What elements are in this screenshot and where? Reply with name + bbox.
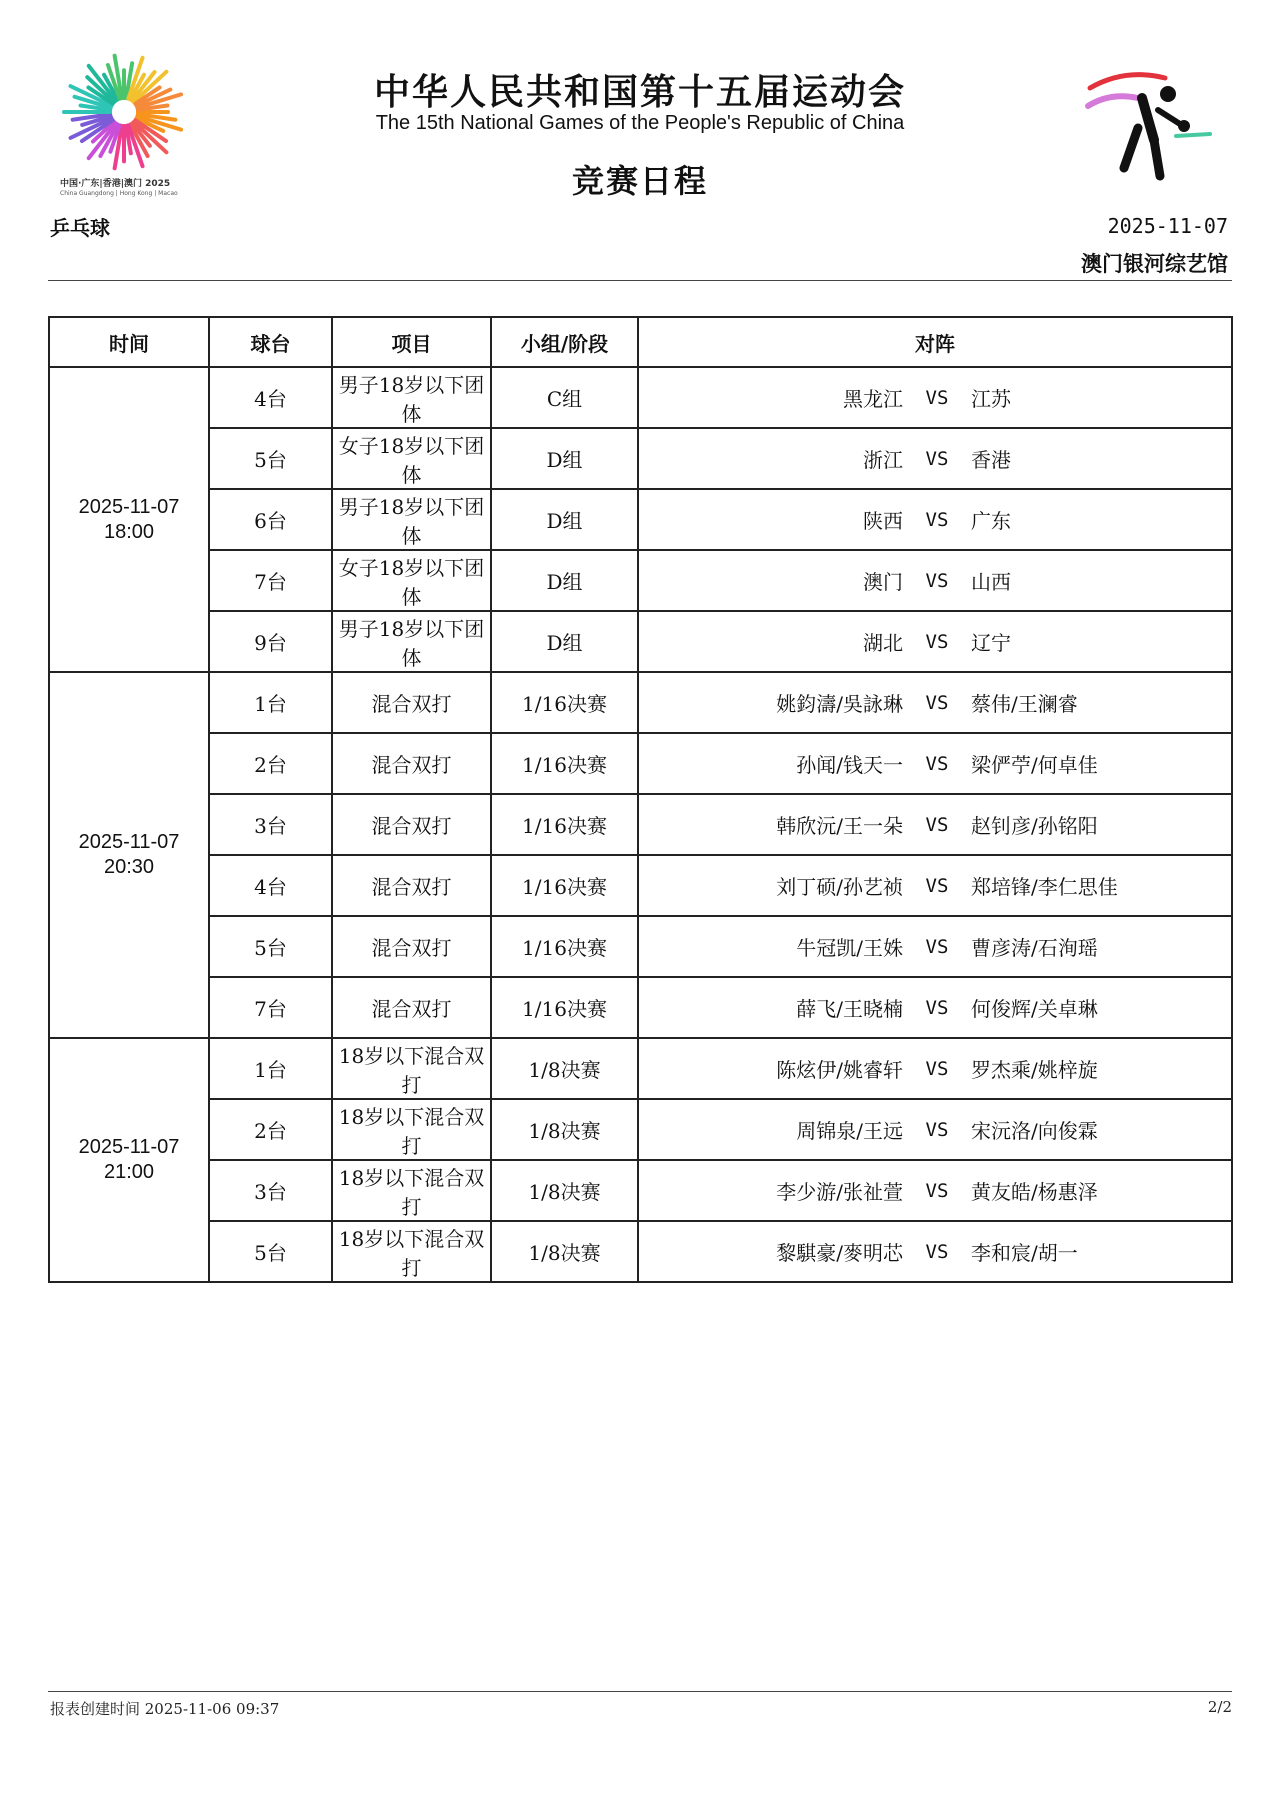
table-number-cell: 5台 <box>209 428 332 489</box>
side-b: 江苏 <box>971 387 1011 411</box>
matchup <box>639 627 1231 656</box>
side-b: 黄友皓/杨惠泽 <box>971 1180 1098 1204</box>
matchup-cell <box>638 794 1232 855</box>
table-tennis-pictogram-icon <box>1080 64 1220 194</box>
column-header-stage: 小组/阶段 <box>491 317 638 367</box>
vs-label: VS <box>925 630 949 653</box>
session-time: 21:00 <box>103 1161 155 1183</box>
session-time: 18:00 <box>103 520 155 543</box>
event-cell: 18岁以下混合双打 <box>332 1038 491 1099</box>
side-a: 澳门 <box>863 570 903 594</box>
table-number-cell: 5台 <box>209 1221 332 1282</box>
session-time: 20:30 <box>103 856 155 878</box>
stage-cell: 1/8决赛 <box>491 1221 638 1282</box>
event-cell: 18岁以下混合双打 <box>332 1221 491 1282</box>
table-number-cell: 3台 <box>209 1160 332 1221</box>
table-row <box>49 1038 1232 1099</box>
side-b: 蔡伟/王澜睿 <box>971 692 1078 716</box>
table-number-cell: 6台 <box>209 489 332 550</box>
table-row <box>49 367 1232 428</box>
matchup-cell <box>638 1099 1232 1160</box>
matchup-cell <box>638 1160 1232 1221</box>
side-b: 罗杰乘/姚梓旋 <box>971 1058 1098 1082</box>
matchup-cell <box>638 550 1232 611</box>
table-number-cell: 7台 <box>209 977 332 1038</box>
stage-cell: D组 <box>491 489 638 550</box>
table-row <box>49 733 1232 794</box>
page-number: 2/2 <box>1207 1698 1232 1716</box>
stage-cell: 1/16决赛 <box>491 977 638 1038</box>
side-a: 韩欣沅/王一朵 <box>776 814 903 838</box>
stage-cell: 1/16决赛 <box>491 855 638 916</box>
side-a: 周锦泉/王远 <box>796 1119 903 1143</box>
table-row <box>49 1160 1232 1221</box>
vs-label: VS <box>925 935 949 958</box>
event-cell: 混合双打 <box>332 916 491 977</box>
side-b: 曹彦涛/石洵瑶 <box>971 936 1098 960</box>
matchup-cell <box>638 428 1232 489</box>
matchup <box>639 810 1231 839</box>
matchup <box>639 1237 1231 1266</box>
table-row <box>49 550 1232 611</box>
venue-name: 澳门银河综艺馆 <box>1081 252 1228 276</box>
side-b: 宋沅洛/向俊霖 <box>971 1119 1098 1143</box>
table-number-cell: 7台 <box>209 550 332 611</box>
schedule-table <box>48 316 1233 1283</box>
side-b: 郑培锋/李仁思佳 <box>971 875 1118 899</box>
table-number-cell: 1台 <box>209 1038 332 1099</box>
matchup <box>639 749 1231 778</box>
stage-cell: C组 <box>491 367 638 428</box>
vs-label: VS <box>925 996 949 1019</box>
vs-label: VS <box>925 1118 949 1141</box>
table-number-cell: 4台 <box>209 855 332 916</box>
matchup-cell <box>638 1221 1232 1282</box>
stage-cell: 1/16决赛 <box>491 733 638 794</box>
matchup <box>639 444 1231 473</box>
page-title-english: The 15th National Games of the People's Republic of China <box>375 112 905 134</box>
matchup-cell <box>638 1038 1232 1099</box>
stage-cell: 1/16决赛 <box>491 916 638 977</box>
stage-cell: D组 <box>491 550 638 611</box>
side-a: 陈炫伊/姚睿轩 <box>776 1058 903 1082</box>
side-b: 李和宸/胡一 <box>971 1241 1078 1265</box>
schedule-body <box>49 367 1232 1282</box>
side-a: 刘丁硕/孙艺祯 <box>776 875 903 899</box>
event-cell: 混合双打 <box>332 977 491 1038</box>
matchup <box>639 505 1231 534</box>
table-row <box>49 489 1232 550</box>
session-time-cell <box>49 367 209 672</box>
vs-label: VS <box>925 447 949 470</box>
session-date: 2025-11-07 <box>78 1136 180 1158</box>
event-cell: 男子18岁以下团体 <box>332 611 491 672</box>
footer-divider <box>48 1691 1232 1692</box>
table-header-row <box>49 317 1232 367</box>
table-row <box>49 855 1232 916</box>
matchup-cell <box>638 489 1232 550</box>
table-row <box>49 611 1232 672</box>
vs-label: VS <box>925 691 949 714</box>
session-date: 2025-11-07 <box>78 495 180 518</box>
column-header-matchup: 对阵 <box>638 317 1232 367</box>
document-subtitle: 竞赛日程 <box>571 162 708 200</box>
matchup-cell <box>638 367 1232 428</box>
side-b: 山西 <box>971 570 1011 594</box>
event-cell: 混合双打 <box>332 733 491 794</box>
event-cell: 混合双打 <box>332 794 491 855</box>
stage-cell: 1/16决赛 <box>491 672 638 733</box>
event-cell: 男子18岁以下团体 <box>332 489 491 550</box>
matchup-cell <box>638 855 1232 916</box>
vs-label: VS <box>925 874 949 897</box>
side-b: 香港 <box>971 448 1011 472</box>
table-row <box>49 428 1232 489</box>
side-a: 姚鈞濤/吳詠琳 <box>776 692 903 716</box>
sport-name: 乒乓球 <box>50 216 110 240</box>
vs-label: VS <box>925 569 949 592</box>
stage-cell: D组 <box>491 611 638 672</box>
matchup-cell <box>638 733 1232 794</box>
session-time-cell <box>49 1038 209 1282</box>
matchup <box>639 566 1231 595</box>
session-date: 2025-11-07 <box>78 831 180 853</box>
table-number-cell: 1台 <box>209 672 332 733</box>
table-number-cell: 4台 <box>209 367 332 428</box>
vs-label: VS <box>925 1057 949 1080</box>
side-a: 薛飞/王晓楠 <box>796 997 903 1021</box>
vs-label: VS <box>925 508 949 531</box>
side-a: 李少游/张祉萱 <box>776 1180 903 1204</box>
side-a: 湖北 <box>863 631 903 655</box>
column-header-table: 球台 <box>209 317 332 367</box>
matchup <box>639 1115 1231 1144</box>
event-cell: 混合双打 <box>332 672 491 733</box>
vs-label: VS <box>925 386 949 409</box>
side-a: 牛冠凯/王姝 <box>796 936 903 960</box>
header-divider <box>48 280 1232 281</box>
table-tennis-pictogram <box>1080 64 1220 194</box>
table-row <box>49 1099 1232 1160</box>
vs-label: VS <box>925 813 949 836</box>
event-cell: 混合双打 <box>332 855 491 916</box>
side-b: 辽宁 <box>971 631 1011 655</box>
stage-cell: 1/8决赛 <box>491 1160 638 1221</box>
table-row <box>49 977 1232 1038</box>
table-number-cell: 2台 <box>209 733 332 794</box>
side-b: 赵钊彦/孙铭阳 <box>971 814 1098 838</box>
side-a: 黑龙江 <box>843 387 903 411</box>
matchup <box>639 1176 1231 1205</box>
matchup <box>639 871 1231 900</box>
table-row <box>49 916 1232 977</box>
side-b: 梁俨苧/何卓佳 <box>971 753 1098 777</box>
side-a: 孙闻/钱天一 <box>796 753 903 777</box>
matchup-cell <box>638 672 1232 733</box>
vs-label: VS <box>925 1240 949 1263</box>
side-b: 广东 <box>971 509 1011 533</box>
matchup-cell <box>638 611 1232 672</box>
event-cell: 18岁以下混合双打 <box>332 1160 491 1221</box>
matchup <box>639 688 1231 717</box>
table-number-cell: 3台 <box>209 794 332 855</box>
matchup <box>639 932 1231 961</box>
matchup <box>639 993 1231 1022</box>
games-logo-text: 中国·广东|香港|澳门 2025 <box>60 179 171 189</box>
event-cell: 女子18岁以下团体 <box>332 550 491 611</box>
table-row <box>49 794 1232 855</box>
report-created-time: 报表创建时间 2025-11-06 09:37 <box>50 1700 280 1718</box>
stage-cell: 1/16决赛 <box>491 794 638 855</box>
matchup <box>639 1054 1231 1083</box>
table-number-cell: 9台 <box>209 611 332 672</box>
matchup-cell <box>638 977 1232 1038</box>
side-a: 黎騏豪/麥明芯 <box>776 1241 903 1265</box>
vs-label: VS <box>925 1179 949 1202</box>
stage-cell: 1/8决赛 <box>491 1038 638 1099</box>
table-row <box>49 672 1232 733</box>
table-number-cell: 2台 <box>209 1099 332 1160</box>
side-b: 何俊辉/关卓琳 <box>971 997 1098 1021</box>
stage-cell: D组 <box>491 428 638 489</box>
side-a: 浙江 <box>863 448 903 472</box>
vs-label: VS <box>925 752 949 775</box>
column-header-time: 时间 <box>49 317 209 367</box>
side-a: 陕西 <box>863 509 903 533</box>
column-header-event: 项目 <box>332 317 491 367</box>
event-cell: 18岁以下混合双打 <box>332 1099 491 1160</box>
event-cell: 男子18岁以下团体 <box>332 367 491 428</box>
schedule-date: 2025-11-07 <box>1107 214 1228 238</box>
games-logo-subtext: China Guangdong | Hong Kong | Macao <box>60 190 178 197</box>
matchup-cell <box>638 916 1232 977</box>
event-cell: 女子18岁以下团体 <box>332 428 491 489</box>
table-number-cell: 5台 <box>209 916 332 977</box>
stage-cell: 1/8决赛 <box>491 1099 638 1160</box>
session-time-cell <box>49 672 209 1038</box>
table-row <box>49 1221 1232 1282</box>
page-title: 中华人民共和国第十五届运动会 <box>373 72 906 113</box>
matchup <box>639 383 1231 412</box>
